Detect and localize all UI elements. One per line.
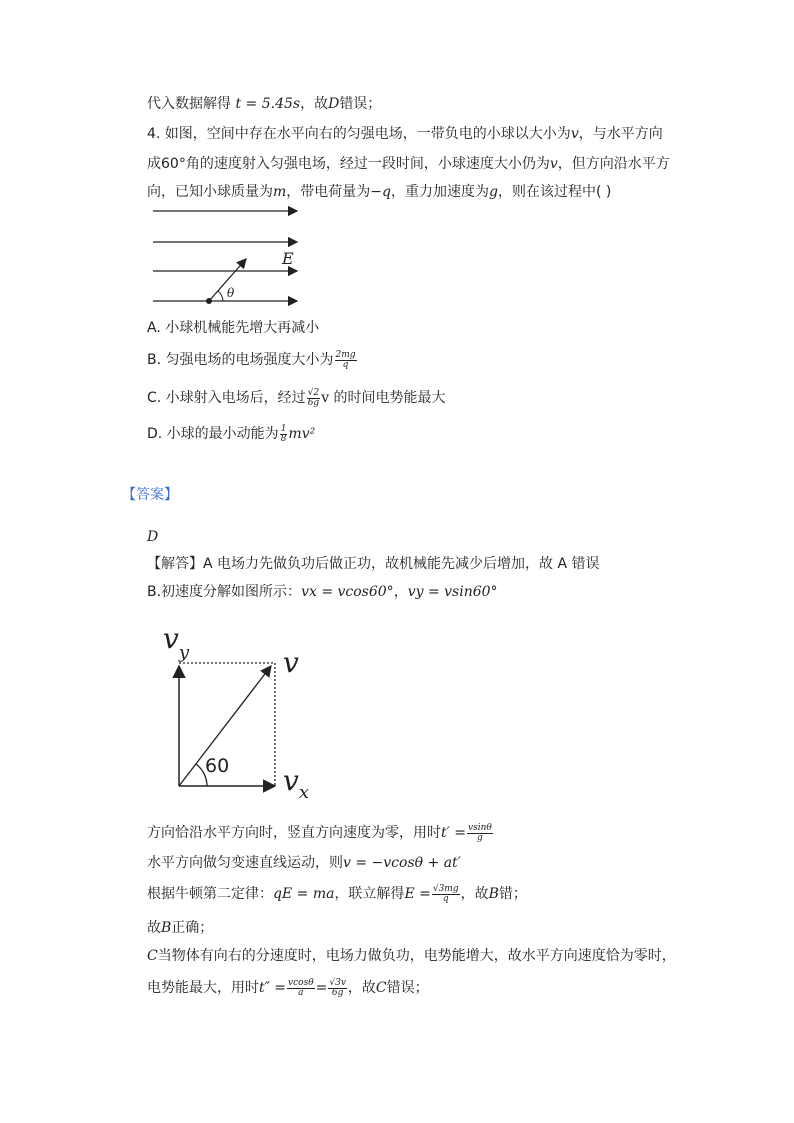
v-label: v bbox=[283, 646, 299, 679]
fraction: $\frac{1}{8}$ bbox=[280, 423, 287, 444]
vy-label: $v_y$ bbox=[163, 622, 189, 663]
fraction: $\frac{√2}{6g}$ bbox=[307, 387, 320, 408]
electric-field-figure bbox=[145, 200, 315, 310]
answer-tag: 【答案】 bbox=[122, 487, 178, 503]
option-d: D. 小球的最小动能为 $\frac{1}{8}$ mv² bbox=[147, 423, 316, 444]
equation-t: t = 5.45s bbox=[235, 96, 301, 112]
solution-line-5: C当物体有向右的分速度时，电场力做负功，电势能增大，故水平方向速度恰为零时， bbox=[147, 948, 676, 964]
option-b: B. 匀强电场的电场强度大小为 $\frac{2mg}{q}$ bbox=[147, 349, 356, 370]
fraction: $\frac{vsin\theta}{g}$ bbox=[468, 822, 492, 843]
solution-line-1: 方向恰沿水平方向时，竖直方向速度为零，用时t′ = $\frac{vsin\theta}{g}$ bbox=[147, 822, 492, 843]
fraction: $\frac{√3v}{6g}$ bbox=[329, 977, 346, 998]
solution-b-intro: B.初速度分解如图所示：vx = vcos60°，vy = vsin60° bbox=[147, 584, 498, 600]
solution-line-3: 根据牛顿第二定律：qE = ma，联立解得E = $\frac{√3mg}{q}$ ，故B错； bbox=[147, 883, 527, 904]
question-4-line-3: 向，已知小球质量为m，带电荷量为−q，重力加速度为g，则在该过程中( ) bbox=[147, 184, 612, 200]
question-4-line-1: 4. 如图，空间中存在水平向右的匀强电场，一带负电的小球以大小为v，与水平方向 bbox=[147, 126, 663, 142]
vx-label: $v_x$ bbox=[283, 764, 309, 803]
answer-letter: D bbox=[147, 529, 159, 545]
solution-line-2: 水平方向做匀变速直线运动，则v = −vcosθ + at′ bbox=[147, 855, 461, 871]
angle-label: 60 bbox=[205, 755, 230, 777]
fraction: $\frac{vcos\theta}{a}$ bbox=[288, 977, 314, 998]
fraction: $\frac{√3mg}{q}$ bbox=[432, 883, 459, 904]
angle-arc bbox=[218, 291, 223, 301]
velocity-decomposition-figure bbox=[155, 618, 330, 803]
question-4-line-2: 成60°角的速度射入匀强电场，经过一段时间，小球速度大小仍为v，但方向沿水平方 bbox=[147, 156, 670, 172]
solution-line-6: 电势能最大，用时t″ = $\frac{vcos\theta}{a}$ = $\frac{√3v}{6g}$ ，故C错误； bbox=[147, 977, 429, 998]
option-a: A. 小球机械能先增大再减小 bbox=[147, 320, 320, 336]
option-c: C. 小球射入电场后，经过 $\frac{√2}{6g}$ v 的时间电势能最大 bbox=[147, 387, 446, 408]
fraction: $\frac{2mg}{q}$ bbox=[335, 349, 356, 370]
solution-a: 【解答】A 电场力先做负功后做正功，故机械能先减少后增加，故 A 错误 bbox=[147, 556, 600, 572]
answer-line-t: 代入数据解得 t = 5.45s，故D错误； bbox=[147, 96, 382, 112]
angle-label: θ bbox=[227, 286, 235, 300]
field-label: E bbox=[282, 249, 294, 268]
solution-line-4: 故B正确； bbox=[147, 920, 214, 936]
